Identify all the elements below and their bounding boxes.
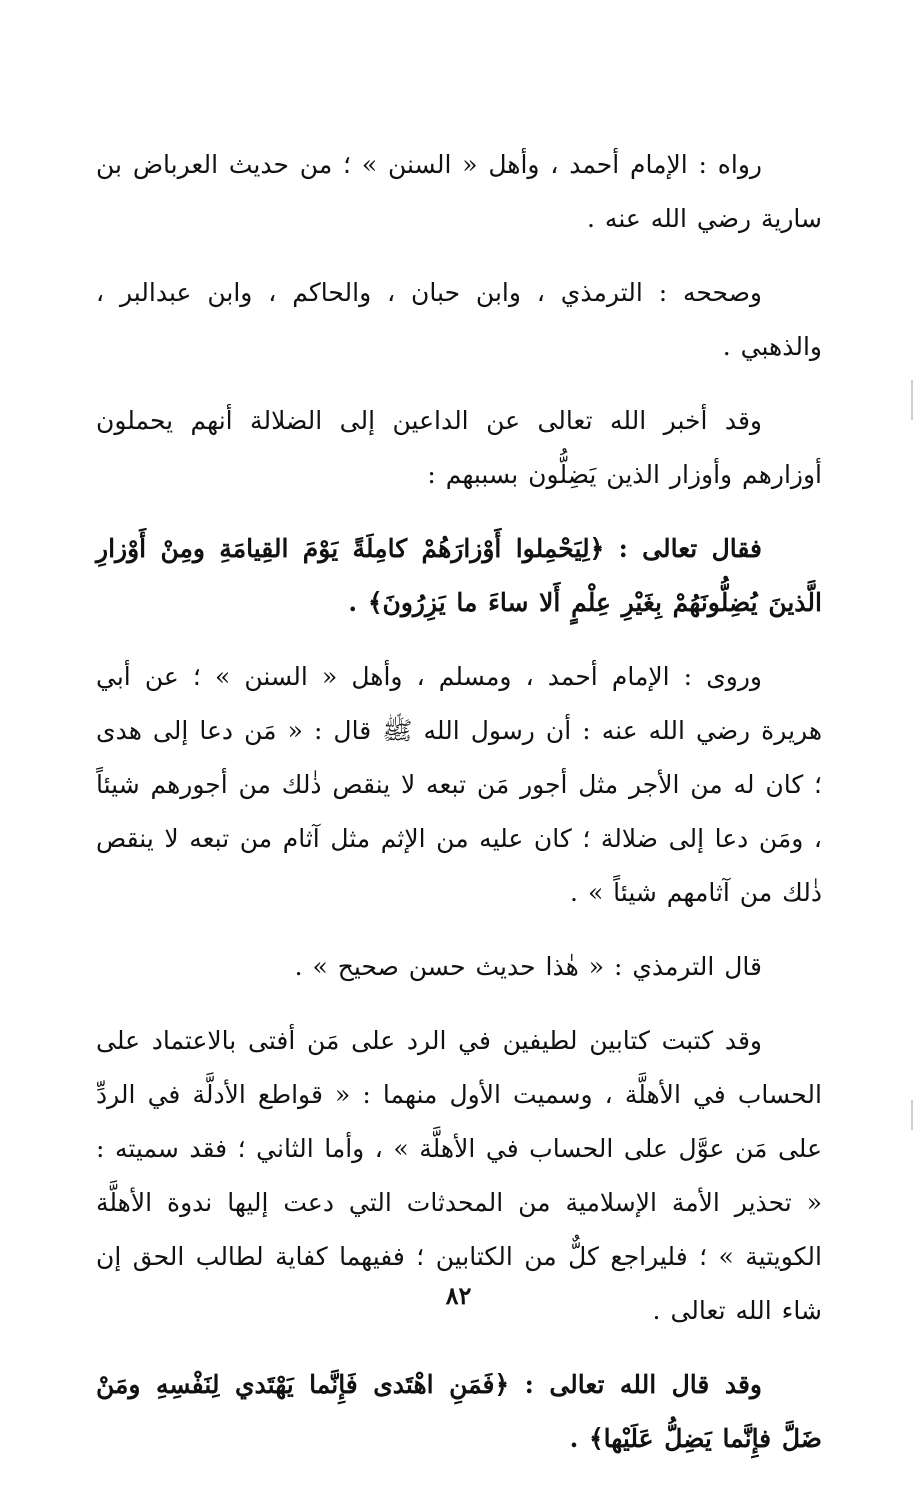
paragraph-authentication: وصححه : الترمذي ، وابن حبان ، والحاكم ، وابن عبدالبر ، والذهبي .: [96, 278, 822, 361]
paragraph-hadith-source: رواه : الإمام أحمد ، وأهل « السنن » ؛ من حديث العرباض بن سارية رضي الله عنه .: [96, 150, 822, 233]
paragraph-hadith-abu-hurairah: وروى : الإمام أحمد ، ومسلم ، وأهل « السنن » ؛ عن أبي هريرة رضي الله عنه : أن رسول الله ﷺ قال : « مَن دعا إلى هدى ؛ كان له من الأجر مثل أجور مَن تبعه لا ينقص ذٰلك من أجورهم شيئاً ، ومَن دعا إلى ضلالة ؛ كان عليه من الإثم مثل آثام من تبعه لا ينقص ذٰلك من آثامهم شيئاً » .: [96, 662, 822, 907]
page-edge-mark: [911, 1100, 913, 1130]
paragraph-quran-verse-guidance: وقد قال الله تعالى : ﴿فَمَنِ اهْتَدى فَإِنَّما يَهْتَدي لِنَفْسِهِ ومَنْ ضَلَّ فإِنَّما يَضِلُّ عَلَيْها﴾ .: [96, 1370, 822, 1453]
page-edge-mark: [911, 380, 913, 420]
paragraph-misguiders: وقد أخبر الله تعالى عن الداعين إلى الضلالة أنهم يحملون أوزارهم وأوزار الذين يَضِلُّون بسببهم :: [96, 406, 822, 489]
page-number: ٨٢: [445, 1281, 472, 1310]
paragraph-tirmidhi-grading: قال الترمذي : « هٰذا حديث حسن صحيح » .: [294, 952, 762, 981]
paragraph-quran-verse-burdens: فقال تعالى : ﴿لِيَحْمِلوا أَوْزارَهُمْ كامِلَةً يَوْمَ القِيامَةِ ومِنْ أَوْزارِ الَّذينَ يُضِلُّونَهُمْ بِغَيْرِ عِلْمٍ أَلا ساءَ ما يَزِرُونَ﴾ .: [96, 534, 822, 617]
paragraph-authored-books: وقد كتبت كتابين لطيفين في الرد على مَن أفتى بالاعتماد على الحساب في الأهلَّة ، وسميت الأول منهما : « قواطع الأدلَّة في الردِّ على مَن عوَّل على الحساب في الأهلَّة » ، وأما الثاني ؛ فقد سميته : « تحذير الأمة الإسلامية من المحدثات التي دعت إليها ندوة الأهلَّة الكويتية » ؛ فليراجع كلٌّ من الكتابين ؛ ففيهما كفاية لطالب الحق إن شاء الله تعالى .: [96, 1026, 822, 1325]
